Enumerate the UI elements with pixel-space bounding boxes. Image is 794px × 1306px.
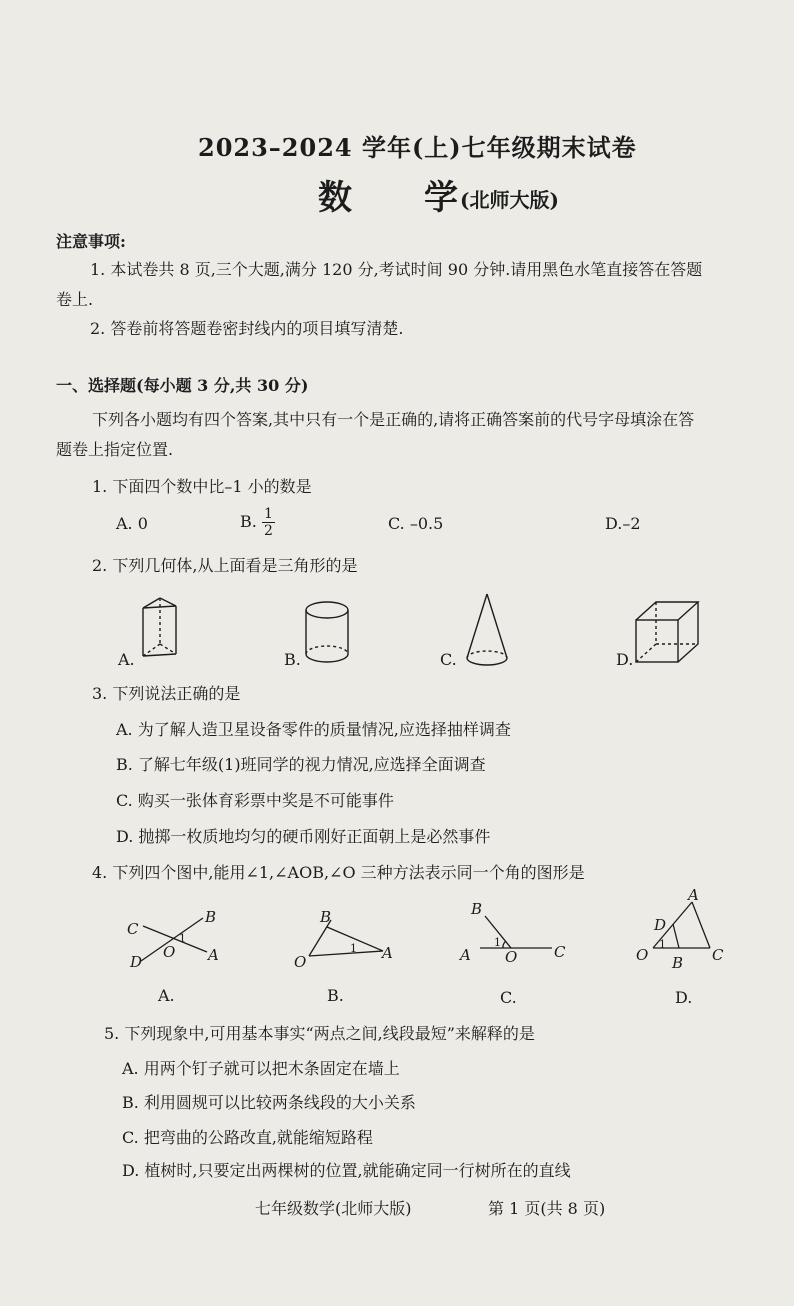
- label-c: C: [554, 943, 566, 961]
- q4-option-a: A.: [158, 986, 175, 1005]
- q3-option-b: B. 了解七年级(1)班同学的视力情况,应选择全面调查: [116, 755, 486, 774]
- notice-item-2: 2. 答卷前将答题卷密封线内的项目填写清楚.: [90, 319, 404, 338]
- q1-stem: 1. 下面四个数中比–1 小的数是: [92, 477, 312, 496]
- edition-label: (北师大版): [460, 188, 559, 212]
- q1-option-a: A. 0: [116, 514, 148, 533]
- q2-option-a: A.: [118, 650, 135, 669]
- label-o: O: [636, 946, 649, 964]
- label-o: O: [294, 953, 307, 971]
- q4-option-c: C.: [500, 988, 517, 1007]
- angle-1-label: 1: [179, 932, 186, 945]
- label-b: B: [672, 954, 684, 972]
- label-d: D: [130, 953, 143, 971]
- label-c: C: [712, 946, 724, 964]
- cube-figure: [636, 602, 698, 662]
- q3-stem: 3. 下列说法正确的是: [92, 684, 241, 703]
- label-b: B: [205, 908, 217, 926]
- q5-option-c: C. 把弯曲的公路改直,就能缩短路程: [122, 1128, 373, 1147]
- q4-option-d: D.: [675, 988, 693, 1007]
- label-a: A: [382, 944, 393, 962]
- q2-figures: [0, 592, 794, 692]
- q3-option-d: D. 抛掷一枚质地均匀的硬币刚好正面朝上是必然事件: [116, 827, 491, 846]
- cylinder-figure: [306, 602, 348, 662]
- subject-char-2: 学: [424, 178, 458, 218]
- fraction: [262, 506, 275, 539]
- label-a: A: [688, 886, 699, 904]
- notice-item-1-line-2: 卷上.: [56, 290, 94, 309]
- q2-option-b: B.: [284, 650, 301, 669]
- label-b: B: [471, 900, 483, 918]
- q5-option-d: D. 植树时,只要定出两棵树的位置,就能确定同一行树所在的直线: [122, 1161, 571, 1180]
- angle-1-label: 1: [494, 936, 501, 949]
- fraction-numerator: 1: [263, 506, 273, 522]
- label-b: B: [320, 908, 332, 926]
- q5-option-b: B. 利用圆规可以比较两条线段的大小关系: [122, 1093, 416, 1112]
- q2-stem: 2. 下列几何体,从上面看是三角形的是: [92, 556, 358, 575]
- q5-option-a: A. 用两个钉子就可以把木条固定在墙上: [122, 1059, 400, 1078]
- section-instruction-line-2: 题卷上指定位置.: [56, 440, 174, 459]
- fraction-denominator: 2: [263, 523, 273, 539]
- q1-option-b: [240, 506, 275, 539]
- label-a: A: [208, 946, 219, 964]
- notice-heading: 注意事项:: [56, 232, 126, 251]
- label-o: O: [505, 948, 518, 966]
- section-instruction-line-1: 下列各小题均有四个答案,其中只有一个是正确的,请将正确答案前的代号字母填涂在答: [92, 410, 695, 429]
- q4-stem: 4. 下列四个图中,能用∠1,∠AOB,∠O 三种方法表示同一个角的图形是: [92, 863, 585, 882]
- q3-option-c: C. 购买一张体育彩票中奖是不可能事件: [116, 791, 394, 810]
- q4-option-b: B.: [327, 986, 344, 1005]
- q5-stem: 5. 下列现象中,可用基本事实“两点之间,线段最短”来解释的是: [104, 1024, 535, 1043]
- q1-option-c: C. –0.5: [388, 514, 444, 533]
- angle-figure-c: [480, 916, 552, 948]
- q1-option-d: D.–2: [605, 514, 641, 533]
- q2-option-d: D.: [616, 650, 634, 669]
- angle-1-label: 1: [350, 942, 357, 955]
- q4-figures: [0, 886, 794, 980]
- label-a: A: [460, 946, 471, 964]
- label-o: O: [163, 943, 176, 961]
- q1-option-b-letter: B.: [240, 512, 257, 531]
- exam-title: 2023–2024 学年(上)七年级期末试卷: [198, 133, 637, 162]
- notice-item-1-line-1: 1. 本试卷共 8 页,三个大题,满分 120 分,考试时间 90 分钟.请用黑色水笔直接答在答题: [90, 260, 703, 279]
- angle-1-label: 1: [659, 938, 666, 951]
- section-heading: 一、选择题(每小题 3 分,共 30 分): [56, 376, 309, 395]
- footer-subject: 七年级数学(北师大版): [255, 1199, 412, 1218]
- cone-figure: [467, 594, 507, 665]
- q3-option-a: A. 为了解人造卫星设备零件的质量情况,应选择抽样调查: [116, 720, 511, 739]
- q2-option-c: C.: [440, 650, 457, 669]
- subject-char-1: 数: [318, 178, 352, 218]
- label-c: C: [127, 920, 139, 938]
- label-d: D: [654, 916, 667, 934]
- triangular-prism-figure: [143, 598, 176, 656]
- footer-page-number: 第 1 页(共 8 页): [488, 1199, 606, 1218]
